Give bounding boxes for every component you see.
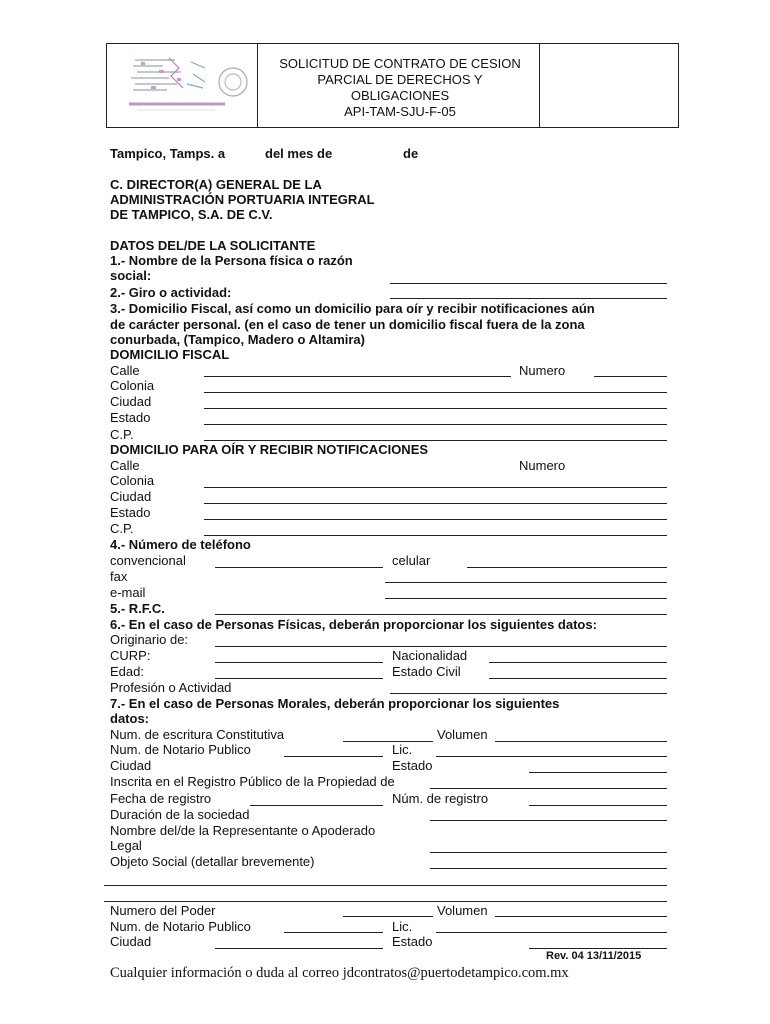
objeto-field-2[interactable] [104, 885, 667, 886]
fiscal-estado-field[interactable] [204, 424, 667, 425]
notif-colonia-label: Colonia [110, 473, 155, 488]
notario-label: Num. de Notario Publico [110, 742, 251, 757]
originario-label: Originario de: [110, 632, 189, 647]
notif-estado-label: Estado [110, 505, 151, 520]
volumen-label: Volumen [437, 727, 488, 742]
curp-field[interactable] [215, 662, 383, 663]
poder-lic-field[interactable] [436, 932, 667, 933]
rfc-label: 5.- R.F.C. [110, 601, 165, 616]
blank-cell [539, 44, 678, 127]
poder-volumen-field[interactable] [495, 916, 667, 917]
poder-notario-field[interactable] [284, 932, 383, 933]
objeto-field[interactable] [430, 868, 667, 869]
q3-line-1: 3.- Domicilio Fiscal, así como un domicilio para oír y recibir notificaciones aún [110, 301, 595, 316]
curp-label: CURP: [110, 648, 151, 663]
lic-label: Lic. [392, 742, 413, 757]
nacionalidad-field[interactable] [489, 662, 667, 663]
phone-label: convencional [110, 553, 186, 568]
poder-volumen-label: Volumen [437, 903, 488, 918]
rfc-field[interactable] [215, 614, 667, 615]
q4-title: 4.- Número de teléfono [110, 537, 251, 552]
estado-label: Estado [392, 758, 433, 773]
poder-estado-label: Estado [392, 934, 433, 949]
poder-field[interactable] [343, 916, 433, 917]
q1-label: 1.- Nombre de la Persona física o razón [110, 253, 353, 268]
fiscal-numero-label: Numero [519, 363, 566, 378]
fax-label: fax [110, 569, 128, 584]
fax-field[interactable] [385, 582, 667, 583]
notif-ciudad-field[interactable] [204, 503, 667, 504]
representante-field[interactable] [430, 852, 667, 853]
fecha-field[interactable] [250, 805, 383, 806]
inscrita-field[interactable] [430, 788, 667, 789]
volumen-field[interactable] [495, 741, 667, 742]
escritura-label: Num. de escritura Constitutiva [110, 727, 285, 742]
objeto-label: Objeto Social (detallar brevemente) [110, 854, 315, 869]
q3-line-2: de carácter personal. (en el caso de tener un domicilio fiscal fuera de la zona [110, 317, 585, 332]
header-table [106, 43, 679, 128]
logo-icon [107, 44, 257, 127]
q1-field[interactable] [390, 283, 667, 284]
fiscal-calle-label: Calle [110, 363, 140, 378]
date-place: Tampico, Tamps. a [110, 146, 226, 161]
q2-label: 2.- Giro o actividad: [110, 285, 232, 300]
fiscal-colonia-field[interactable] [204, 392, 667, 393]
cell-label: celular [392, 553, 431, 568]
nacionalidad-label: Nacionalidad [392, 648, 468, 663]
form-title [258, 56, 542, 120]
email-label: e-mail [110, 585, 146, 600]
edad-label: Edad: [110, 664, 144, 679]
q3-line-3: conurbada, (Tampico, Madero o Altamira) [110, 332, 365, 347]
representante-label: Nombre del/de la Representante o Apoderado [110, 823, 376, 838]
profesion-field[interactable] [390, 693, 667, 694]
notif-estado-field[interactable] [204, 519, 667, 520]
poder-label: Numero del Poder [110, 903, 216, 918]
representante-label-cont: Legal [110, 838, 142, 853]
fiscal-cp-field[interactable] [204, 440, 667, 441]
fiscal-numero-field[interactable] [594, 376, 667, 377]
fiscal-calle-field[interactable] [204, 376, 511, 377]
poder-ciudad-label: Ciudad [110, 934, 152, 949]
notif-cp-field[interactable] [204, 535, 667, 536]
notif-cp-label: C.P. [110, 521, 134, 536]
objeto-field-3[interactable] [104, 901, 667, 902]
estado-field[interactable] [529, 772, 667, 773]
q7-title: 7.- En el caso de Personas Morales, deberán proporcionar los siguientes [110, 696, 560, 711]
q1-label-cont: social: [110, 268, 152, 283]
q6-title: 6.- En el caso de Personas Físicas, deberán proporcionar los siguientes datos: [110, 617, 597, 632]
inscrita-label: Inscrita en el Registro Público de la Propiedad de [110, 774, 395, 789]
date-year: de [403, 146, 419, 161]
lic-field[interactable] [436, 756, 667, 757]
title-line-2: PARCIAL DE DERECHOS Y [317, 72, 483, 87]
title-line-1: SOLICITUD DE CONTRATO DE CESION [279, 56, 521, 71]
addressee-line-3: DE TAMPICO, S.A. DE C.V. [110, 207, 273, 222]
date-month: del mes de [265, 146, 333, 161]
fiscal-title: DOMICILIO FISCAL [110, 347, 230, 362]
q7-title-cont: datos: [110, 711, 149, 726]
num-registro-label: Núm. de registro [392, 791, 489, 806]
fiscal-colonia-label: Colonia [110, 378, 155, 393]
q2-field[interactable] [390, 298, 667, 299]
notif-title: DOMICILIO PARA OÍR Y RECIBIR NOTIFICACIONES [110, 442, 429, 457]
num-registro-field[interactable] [529, 805, 667, 806]
title-line-3: OBLIGACIONES [350, 88, 450, 103]
notif-ciudad-label: Ciudad [110, 489, 152, 504]
estado-civil-field[interactable] [489, 678, 667, 679]
footer-contact: Cualquier información o duda al correo jdcontratos@puertodetampico.com.mx [110, 965, 569, 981]
poder-notario-label: Num. de Notario Publico [110, 919, 251, 934]
edad-field[interactable] [215, 678, 383, 679]
fiscal-cp-label: C.P. [110, 427, 134, 442]
notif-colonia-field[interactable] [204, 487, 667, 488]
revision-label: Rev. 04 13/11/2015 [546, 950, 642, 962]
poder-lic-label: Lic. [392, 919, 413, 934]
poder-estado-field[interactable] [529, 948, 667, 949]
addressee-line-2: ADMINISTRACIÓN PORTUARIA INTEGRAL [110, 192, 375, 207]
fiscal-ciudad-field[interactable] [204, 408, 667, 409]
notif-numero-label: Numero [519, 458, 566, 473]
section-title: DATOS DEL/DE LA SOLICITANTE [110, 238, 316, 253]
escritura-field[interactable] [343, 741, 433, 742]
fecha-label: Fecha de registro [110, 791, 212, 806]
form-code: API-TAM-SJU-F-05 [344, 104, 456, 119]
phone-field[interactable] [215, 567, 383, 568]
notario-field[interactable] [284, 756, 383, 757]
ciudad-label: Ciudad [110, 758, 152, 773]
notif-calle-label: Calle [110, 458, 140, 473]
profesion-label: Profesión o Actividad [110, 680, 232, 695]
fiscal-ciudad-label: Ciudad [110, 394, 152, 409]
poder-ciudad-field[interactable] [215, 948, 383, 949]
logo-cell [107, 44, 258, 127]
fiscal-estado-label: Estado [110, 410, 151, 425]
duracion-label: Duración de la sociedad [110, 807, 250, 822]
addressee-line-1: C. DIRECTOR(A) GENERAL DE LA [110, 177, 322, 192]
duracion-field[interactable] [430, 820, 667, 821]
email-field[interactable] [385, 598, 667, 599]
estado-civil-label: Estado Civil [392, 664, 461, 679]
originario-field[interactable] [215, 646, 667, 647]
cell-field[interactable] [467, 567, 667, 568]
